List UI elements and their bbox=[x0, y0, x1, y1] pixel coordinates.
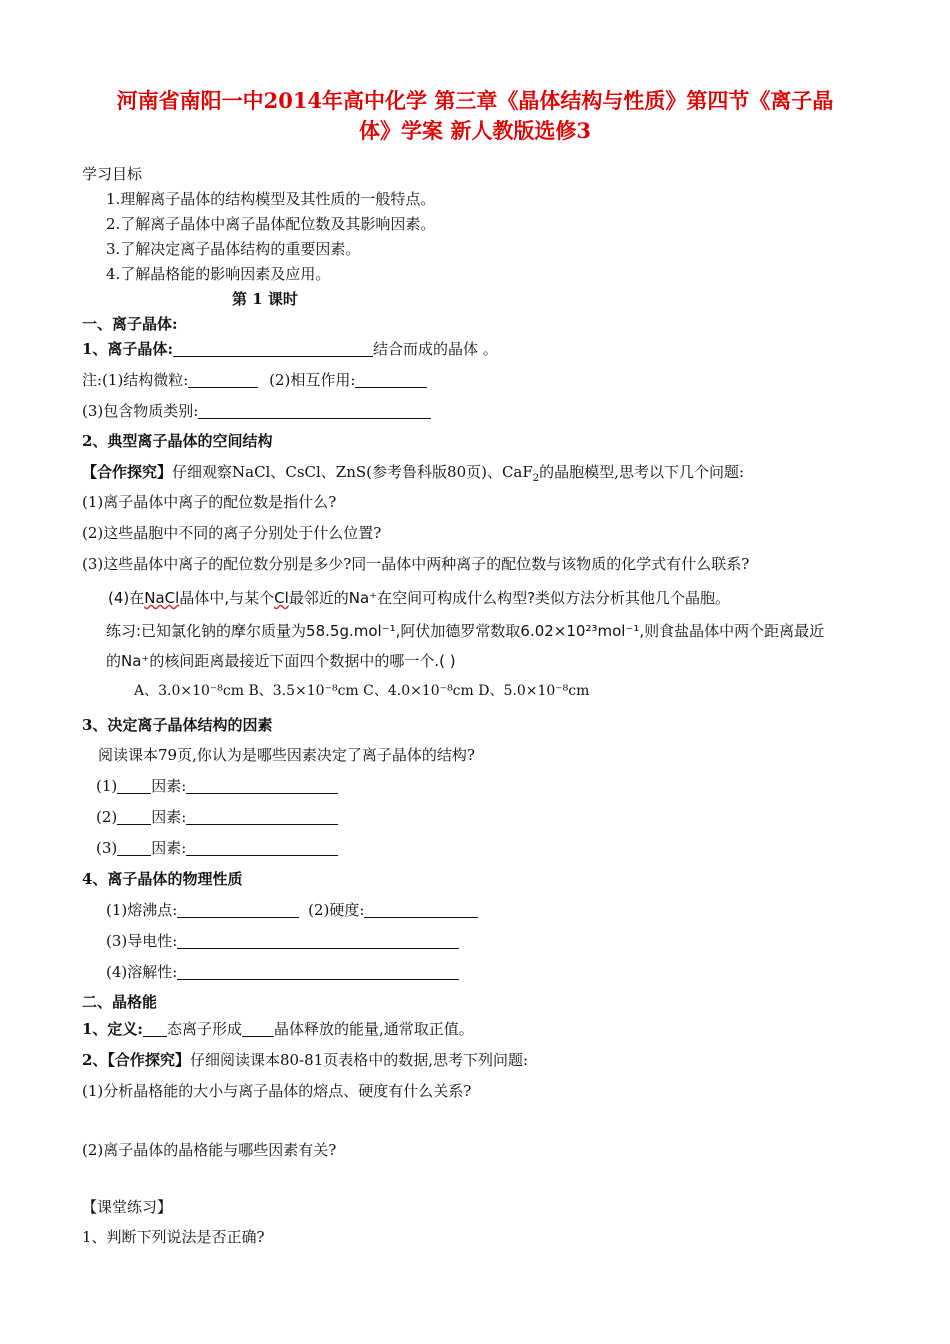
note-line bbox=[82, 369, 427, 391]
title-line-1: 河南省南阳一中2014年高中化学 第三章《晶体结构与性质》第四节《离子晶 bbox=[116, 88, 834, 113]
blank-line[interactable] bbox=[186, 777, 338, 794]
document-title bbox=[60, 86, 890, 146]
lattice-explore: 2、【合作探究】仔细阅读课本80-81页表格中的数据,思考下列问题: bbox=[82, 1051, 529, 1069]
lesson-label: 第 1 课时 bbox=[232, 290, 298, 308]
exercise-line-2: 的Na⁺的核间距离最接近下面四个数据中的哪一个.( ) bbox=[106, 652, 456, 670]
blank-line[interactable] bbox=[143, 1020, 167, 1037]
blank-line[interactable] bbox=[117, 777, 151, 794]
section1-heading: 一、离子晶体: bbox=[82, 315, 178, 333]
blank-line[interactable] bbox=[198, 402, 431, 419]
property-line: (3)导电性: bbox=[106, 930, 459, 952]
property-line: (1)熔沸点: (2)硬度: bbox=[106, 899, 478, 921]
nacl-text: NaCl bbox=[144, 589, 180, 607]
blank-line[interactable] bbox=[242, 1020, 274, 1037]
subscript: 2 bbox=[532, 473, 540, 484]
explore-line bbox=[82, 461, 744, 490]
ionic-crystal-definition bbox=[82, 338, 498, 360]
note-category-line bbox=[82, 400, 431, 422]
blank-line[interactable] bbox=[186, 839, 338, 856]
definition-suffix: 结合而成的晶体 。 bbox=[372, 340, 498, 358]
blank-line[interactable] bbox=[177, 901, 299, 918]
part2-heading: 二、晶格能 bbox=[82, 993, 158, 1011]
section3-heading: 3、决定离子晶体结构的因素 bbox=[82, 716, 273, 734]
section4-heading: 4、离子晶体的物理性质 bbox=[82, 870, 243, 888]
factor-line: (3) 因素: bbox=[96, 837, 338, 859]
factor-line: (1) 因素: bbox=[96, 775, 338, 797]
title-line-2: 体》学案 新人教版选修3 bbox=[359, 118, 591, 143]
blank-line[interactable] bbox=[117, 839, 151, 856]
blank-line[interactable] bbox=[186, 808, 338, 825]
practice-heading: 【课堂练习】 bbox=[82, 1198, 173, 1216]
objective-item: 3.了解决定离子晶体结构的重要因素。 bbox=[106, 240, 361, 258]
question-3: (3)这些晶体中离子的配位数分别是多少?同一晶体中两种离子的配位数与该物质的化学式有什么联系? bbox=[82, 555, 750, 573]
explore-text: 仔细观察NaCl、CsCl、ZnS(参考鲁科版80页)、CaF bbox=[172, 463, 533, 481]
practice-question-1: 1、判断下列说法是否正确? bbox=[82, 1228, 265, 1246]
blank-line[interactable] bbox=[364, 901, 478, 918]
blank-line[interactable] bbox=[173, 340, 373, 357]
definition-label: 1、离子晶体: bbox=[82, 340, 173, 358]
question-4: (4)在NaCl晶体中,与某个Cl最邻近的Na⁺在空间可构成什么构型?类似方法分析其他几个晶胞。 bbox=[108, 589, 731, 607]
question-1: (1)离子晶体中离子的配位数是指什么? bbox=[82, 493, 337, 511]
blank-line[interactable] bbox=[188, 371, 258, 388]
note-interaction: (2)相互作用: bbox=[269, 371, 356, 389]
blank-line[interactable] bbox=[177, 963, 459, 980]
answer-options: A、3.0×10⁻⁸cm B、3.5×10⁻⁸cm C、4.0×10⁻⁸cm D、5.0×10⁻⁸cm bbox=[134, 683, 590, 699]
note-structure: 注:(1)结构微粒: bbox=[82, 371, 189, 389]
note-category: (3)包含物质类别: bbox=[82, 402, 199, 420]
question-2: (2)这些晶胞中不同的离子分别处于什么位置? bbox=[82, 524, 382, 542]
objective-item: 2.了解离子晶体中离子晶体配位数及其影响因素。 bbox=[106, 215, 436, 233]
lattice-question-1: (1)分析晶格能的大小与离子晶体的熔点、硬度有什么关系? bbox=[82, 1082, 472, 1100]
objective-item: 4.了解晶格能的影响因素及应用。 bbox=[106, 265, 331, 283]
lattice-definition: 1、定义: 态离子形成 晶体释放的能量,通常取正值。 bbox=[82, 1020, 474, 1038]
blank-line[interactable] bbox=[355, 371, 427, 388]
lattice-question-2: (2)离子晶体的晶格能与哪些因素有关? bbox=[82, 1141, 337, 1159]
explore-label: 【合作探究】 bbox=[82, 463, 173, 481]
section3-intro: 阅读课本79页,你认为是哪些因素决定了离子晶体的结构? bbox=[98, 746, 475, 764]
objective-item: 1.理解离子晶体的结构模型及其性质的一般特点。 bbox=[106, 190, 436, 208]
explore-text: 的晶胞模型,思考以下几个问题: bbox=[539, 463, 744, 481]
exercise-line-1: 练习:已知氯化钠的摩尔质量为58.5g.mol⁻¹,阿伏加德罗常数取6.02×10²³mol⁻¹,则食盐晶体中两个距离最近 bbox=[106, 622, 825, 640]
blank-line[interactable] bbox=[177, 932, 459, 949]
factor-line: (2) 因素: bbox=[96, 806, 338, 828]
property-line: (4)溶解性: bbox=[106, 961, 459, 983]
section2-heading: 2、典型离子晶体的空间结构 bbox=[82, 432, 273, 450]
cl-text: Cl bbox=[274, 589, 289, 607]
objectives-heading: 学习目标 bbox=[82, 165, 143, 183]
blank-line[interactable] bbox=[117, 808, 151, 825]
